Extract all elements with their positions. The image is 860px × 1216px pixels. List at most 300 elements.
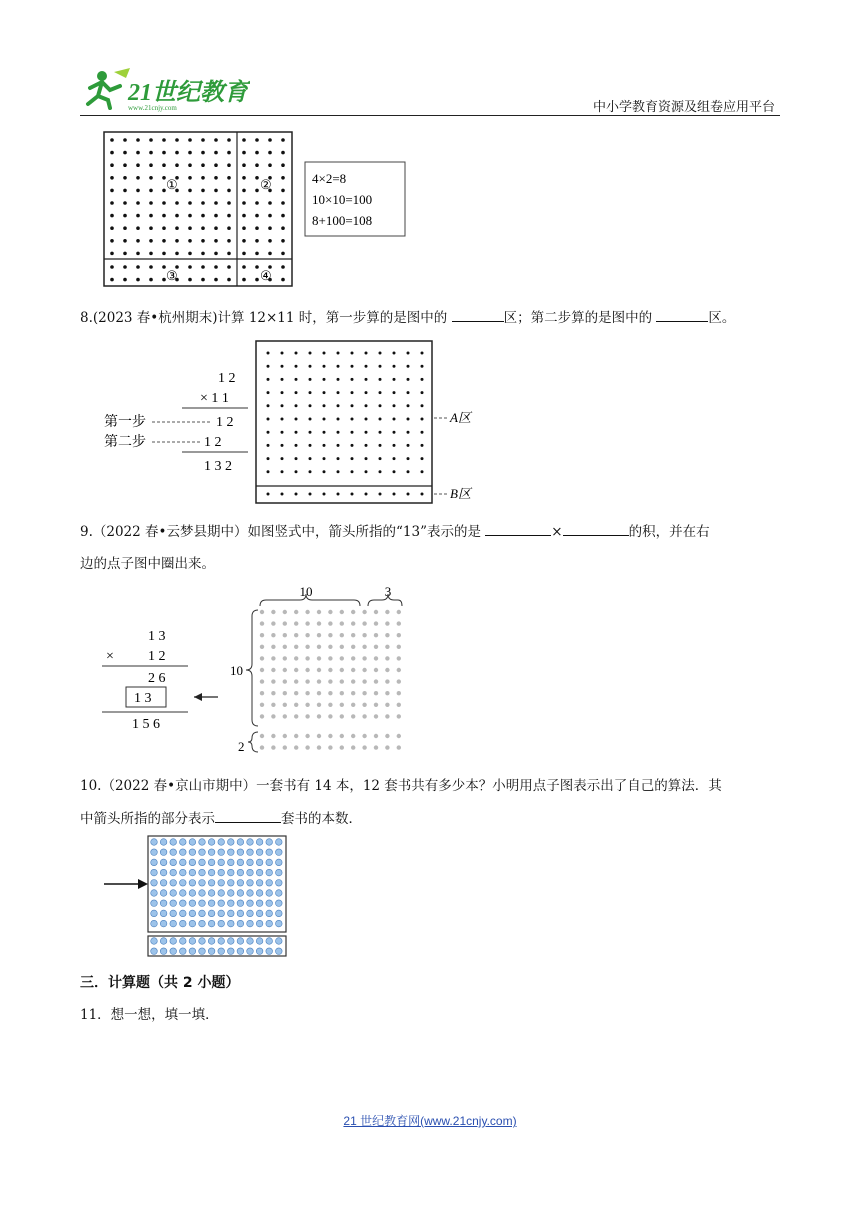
region-label-2: ②	[260, 177, 272, 192]
grid-dot	[149, 176, 153, 180]
grid-dot	[255, 151, 259, 155]
grid-dot	[337, 470, 340, 473]
grid-dot	[295, 444, 298, 447]
footer	[0, 1112, 860, 1129]
grid-dot	[188, 252, 192, 256]
grid-dot	[351, 656, 355, 660]
grid-dot	[281, 239, 285, 243]
grid-dot	[242, 265, 246, 269]
grid-dot	[379, 431, 382, 434]
grid-dot	[256, 859, 263, 866]
grid-dot	[149, 226, 153, 230]
grid-dot	[351, 734, 355, 738]
grid-dot	[260, 691, 264, 695]
grid-dot	[374, 645, 378, 649]
grid-dot	[276, 849, 283, 856]
question-9-line-2: 边的点子图中圈出来。	[80, 556, 215, 572]
grid-dot	[237, 890, 244, 897]
grid-dot	[283, 714, 287, 718]
grid-dot	[214, 239, 218, 243]
grid-dot	[266, 890, 273, 897]
grid-dot	[256, 938, 263, 945]
grid-dot	[309, 352, 312, 355]
grid-dot	[266, 839, 273, 846]
grid-dot	[180, 859, 187, 866]
grid-dot	[317, 714, 321, 718]
grid-dot	[188, 265, 192, 269]
question-11: 11．想一想，填一填．	[80, 1007, 219, 1023]
grid-dot	[305, 679, 309, 683]
grid-dot	[242, 239, 246, 243]
grid-dot	[271, 668, 275, 672]
grid-dot	[337, 378, 340, 381]
grid-dot	[266, 880, 273, 887]
grid-dot	[189, 900, 196, 907]
grid-dot	[214, 214, 218, 218]
grid-dot	[340, 656, 344, 660]
grid-dot	[201, 265, 205, 269]
grid-dot	[365, 365, 368, 368]
grid-dot	[385, 745, 389, 749]
svg-text:1 2: 1 2	[204, 435, 222, 450]
grid-dot	[267, 418, 270, 421]
grid-dot	[268, 201, 272, 205]
region-label-4: ④	[260, 268, 272, 283]
grid-dot	[237, 910, 244, 917]
grid-dot	[283, 610, 287, 614]
svg-text:1 5 6: 1 5 6	[132, 717, 160, 732]
grid-dot	[170, 890, 177, 897]
highlighted-13: 1 3	[134, 691, 152, 706]
grid-dot	[317, 621, 321, 625]
grid-dot	[351, 745, 355, 749]
grid-dot	[189, 880, 196, 887]
grid-dot	[323, 404, 326, 407]
grid-dot	[188, 151, 192, 155]
grid-dot	[175, 138, 179, 142]
grid-dot	[199, 920, 206, 927]
grid-dot	[237, 920, 244, 927]
grid-dot	[351, 470, 354, 473]
grid-dot	[340, 679, 344, 683]
grid-dot	[328, 679, 332, 683]
grid-dot	[123, 201, 127, 205]
grid-dot	[255, 278, 259, 282]
answer-blank-q8-1[interactable]	[452, 307, 504, 322]
grid-dot	[281, 444, 284, 447]
grid-dot	[351, 645, 355, 649]
grid-dot	[188, 226, 192, 230]
grid-dot	[397, 621, 401, 625]
grid-dot	[268, 163, 272, 167]
grid-dot	[151, 938, 158, 945]
grid-dot	[351, 444, 354, 447]
grid-dot	[175, 239, 179, 243]
grid-dot	[247, 890, 254, 897]
grid-dot	[199, 849, 206, 856]
grid-dot	[271, 645, 275, 649]
grid-dot	[180, 938, 187, 945]
grid-dot	[281, 378, 284, 381]
grid-dot	[162, 138, 166, 142]
grid-dot	[283, 668, 287, 672]
grid-dot	[228, 920, 235, 927]
grid-dot	[340, 645, 344, 649]
svg-text:×: ×	[106, 649, 114, 664]
grid-dot	[189, 938, 196, 945]
grid-dot	[421, 470, 424, 473]
grid-dot	[170, 938, 177, 945]
grid-dot	[309, 493, 312, 496]
grid-dot	[393, 431, 396, 434]
grid-dot	[180, 839, 187, 846]
grid-dot	[170, 900, 177, 907]
grid-dot	[271, 621, 275, 625]
grid-dot	[151, 839, 158, 846]
grid-dot	[385, 679, 389, 683]
grid-dot	[256, 920, 263, 927]
grid-dot	[407, 457, 410, 460]
grid-dot	[149, 252, 153, 256]
grid-dot	[365, 493, 368, 496]
grid-dot	[149, 151, 153, 155]
grid-dot	[317, 668, 321, 672]
grid-dot	[170, 859, 177, 866]
grid-dot	[393, 418, 396, 421]
grid-dot	[374, 668, 378, 672]
grid-dot	[271, 679, 275, 683]
grid-dot	[365, 444, 368, 447]
grid-dot	[309, 418, 312, 421]
grid-dot	[365, 431, 368, 434]
grid-dot	[309, 378, 312, 381]
grid-dot	[281, 138, 285, 142]
grid-dot	[188, 189, 192, 193]
grid-dot	[188, 239, 192, 243]
grid-dot	[256, 869, 263, 876]
grid-dot	[151, 880, 158, 887]
brace-label-3-top: 3	[384, 584, 392, 599]
grid-dot	[199, 890, 206, 897]
grid-dot	[340, 621, 344, 625]
grid-dot	[281, 365, 284, 368]
grid-dot	[228, 900, 235, 907]
grid-dot	[362, 703, 366, 707]
grid-dot	[160, 920, 167, 927]
grid-dot	[266, 900, 273, 907]
grid-dot	[255, 239, 259, 243]
grid-dot	[295, 391, 298, 394]
grid-dot	[214, 226, 218, 230]
grid-dot	[351, 457, 354, 460]
grid-dot	[242, 201, 246, 205]
grid-dot	[309, 431, 312, 434]
grid-dot	[281, 352, 284, 355]
grid-dot	[283, 621, 287, 625]
grid-dot	[188, 214, 192, 218]
grid-dot	[228, 859, 235, 866]
grid-dot	[170, 948, 177, 955]
grid-dot	[271, 691, 275, 695]
grid-dot	[328, 745, 332, 749]
grid-dot	[379, 378, 382, 381]
grid-dot	[281, 189, 285, 193]
grid-dot	[294, 621, 298, 625]
grid-dot	[283, 656, 287, 660]
grid-dot	[214, 278, 218, 282]
grid-dot	[237, 880, 244, 887]
grid-dot	[199, 900, 206, 907]
grid-dot	[421, 418, 424, 421]
svg-text:1 3: 1 3	[148, 629, 166, 644]
grid-dot	[180, 920, 187, 927]
grid-dot	[110, 163, 114, 167]
grid-dot	[201, 201, 205, 205]
grid-dot	[421, 352, 424, 355]
grid-dot	[340, 610, 344, 614]
step-2-label: 第二步	[104, 435, 146, 450]
grid-dot	[237, 948, 244, 955]
grid-dot	[340, 714, 344, 718]
grid-dot	[260, 703, 264, 707]
grid-dot	[149, 189, 153, 193]
grid-dot	[281, 151, 285, 155]
grid-dot	[305, 734, 309, 738]
grid-dot	[323, 444, 326, 447]
grid-dot	[295, 418, 298, 421]
grid-dot	[397, 645, 401, 649]
grid-dot	[227, 163, 231, 167]
grid-dot	[136, 163, 140, 167]
grid-dot	[227, 176, 231, 180]
grid-dot	[362, 656, 366, 660]
answer-blank-q8-2[interactable]	[656, 307, 708, 322]
grid-dot	[407, 444, 410, 447]
grid-dot	[323, 378, 326, 381]
grid-dot	[328, 656, 332, 660]
grid-dot	[281, 391, 284, 394]
grid-dot	[208, 900, 215, 907]
grid-dot	[268, 226, 272, 230]
grid-dot	[227, 278, 231, 282]
grid-dot	[385, 621, 389, 625]
grid-dot	[295, 404, 298, 407]
grid-dot	[242, 226, 246, 230]
grid-dot	[305, 633, 309, 637]
grid-dot	[374, 621, 378, 625]
grid-dot	[351, 679, 355, 683]
grid-dot	[385, 656, 389, 660]
grid-dot	[271, 610, 275, 614]
grid-dot	[317, 656, 321, 660]
grid-dot	[218, 839, 225, 846]
grid-dot	[362, 621, 366, 625]
grid-dot	[362, 633, 366, 637]
grid-dot	[267, 391, 270, 394]
grid-dot	[283, 691, 287, 695]
grid-dot	[374, 679, 378, 683]
grid-dot	[151, 948, 158, 955]
grid-dot	[267, 378, 270, 381]
grid-dot	[365, 457, 368, 460]
grid-dot	[136, 201, 140, 205]
grid-dot	[201, 226, 205, 230]
grid-dot	[149, 278, 153, 282]
grid-dot	[188, 163, 192, 167]
grid-dot	[276, 910, 283, 917]
grid-dot	[267, 444, 270, 447]
grid-dot	[256, 849, 263, 856]
grid-dot	[260, 645, 264, 649]
grid-dot	[267, 457, 270, 460]
grid-dot	[407, 418, 410, 421]
grid-dot	[374, 656, 378, 660]
grid-dot	[421, 404, 424, 407]
grid-dot	[379, 418, 382, 421]
grid-dot	[351, 691, 355, 695]
grid-dot	[199, 948, 206, 955]
answer-blank-q9-1[interactable]	[485, 521, 551, 536]
grid-dot	[362, 610, 366, 614]
grid-dot	[317, 633, 321, 637]
grid-dot	[201, 239, 205, 243]
grid-dot	[170, 880, 177, 887]
grid-dot	[201, 138, 205, 142]
grid-dot	[393, 457, 396, 460]
grid-dot	[309, 365, 312, 368]
grid-dot	[199, 910, 206, 917]
grid-dot	[276, 839, 283, 846]
svg-text:21世纪教育: 21世纪教育	[128, 80, 248, 106]
grid-dot	[199, 938, 206, 945]
grid-dot	[208, 938, 215, 945]
grid-dot	[180, 900, 187, 907]
grid-dot	[294, 610, 298, 614]
runner-logo-icon	[80, 68, 250, 112]
grid-dot	[309, 404, 312, 407]
grid-dot	[255, 201, 259, 205]
equation-3: 8+100=108	[312, 213, 373, 228]
grid-dot	[228, 938, 235, 945]
grid-dot	[214, 176, 218, 180]
grid-dot	[110, 239, 114, 243]
grid-dot	[123, 239, 127, 243]
grid-dot	[149, 201, 153, 205]
grid-dot	[281, 214, 285, 218]
grid-dot	[379, 404, 382, 407]
grid-dot	[237, 900, 244, 907]
grid-dot	[160, 859, 167, 866]
grid-dot	[160, 910, 167, 917]
grid-dot	[374, 703, 378, 707]
grid-dot	[162, 252, 166, 256]
grid-dot	[337, 365, 340, 368]
grid-dot	[162, 151, 166, 155]
grid-dot	[267, 365, 270, 368]
grid-dot	[337, 431, 340, 434]
grid-dot	[242, 214, 246, 218]
grid-dot	[123, 214, 127, 218]
svg-text:× 1 1: × 1 1	[200, 391, 229, 406]
grid-dot	[268, 239, 272, 243]
grid-dot	[189, 839, 196, 846]
grid-dot	[227, 239, 231, 243]
grid-dot	[362, 668, 366, 672]
grid-dot	[268, 214, 272, 218]
grid-dot	[218, 920, 225, 927]
grid-dot	[160, 938, 167, 945]
grid-dot	[365, 391, 368, 394]
grid-dot	[201, 189, 205, 193]
grid-dot	[256, 880, 263, 887]
grid-dot	[151, 859, 158, 866]
grid-dot	[228, 869, 235, 876]
grid-dot	[295, 352, 298, 355]
grid-dot	[260, 745, 264, 749]
grid-dot	[362, 691, 366, 695]
grid-dot	[351, 378, 354, 381]
footer-link[interactable]: 21 世纪教育网(www.21cnjy.com)	[343, 1114, 517, 1128]
svg-text:1 2: 1 2	[148, 649, 166, 664]
svg-text:2 6: 2 6	[148, 671, 166, 686]
grid-dot	[407, 470, 410, 473]
grid-dot	[328, 621, 332, 625]
grid-dot	[175, 226, 179, 230]
question-10-line-2: 中箭头所指的部分表示 套书的本数．	[80, 808, 362, 829]
grid-dot	[255, 189, 259, 193]
grid-dot	[256, 948, 263, 955]
grid-dot	[136, 252, 140, 256]
grid-dot	[397, 633, 401, 637]
grid-dot	[351, 391, 354, 394]
grid-dot	[385, 734, 389, 738]
grid-dot	[374, 745, 378, 749]
grid-dot	[237, 938, 244, 945]
grid-dot	[328, 633, 332, 637]
grid-dot	[362, 714, 366, 718]
grid-dot	[260, 714, 264, 718]
grid-dot	[149, 163, 153, 167]
grid-dot	[379, 444, 382, 447]
grid-dot	[208, 910, 215, 917]
grid-dot	[276, 869, 283, 876]
question-8: 8.(2023 春•杭州期末)计算 12×11 时，第一步算的是图中的 区；第二步算的是图中的 区。	[80, 307, 735, 328]
grid-dot	[136, 176, 140, 180]
grid-dot	[201, 278, 205, 282]
answer-blank-q9-2[interactable]	[563, 521, 629, 536]
grid-dot	[208, 869, 215, 876]
grid-dot	[188, 201, 192, 205]
grid-dot	[365, 418, 368, 421]
grid-dot	[228, 890, 235, 897]
grid-dot	[340, 703, 344, 707]
grid-dot	[407, 391, 410, 394]
grid-dot	[227, 214, 231, 218]
grid-dot	[136, 151, 140, 155]
grid-dot	[242, 151, 246, 155]
grid-dot	[255, 252, 259, 256]
zone-b-label: B区	[450, 486, 471, 501]
grid-dot	[136, 278, 140, 282]
grid-dot	[218, 880, 225, 887]
grid-dot	[247, 938, 254, 945]
grid-dot	[393, 391, 396, 394]
grid-dot	[199, 839, 206, 846]
section-3-title: 三．计算题（共 2 小题）	[80, 975, 240, 991]
grid-dot	[110, 214, 114, 218]
answer-blank-q10[interactable]	[215, 808, 281, 823]
grid-dot	[294, 714, 298, 718]
